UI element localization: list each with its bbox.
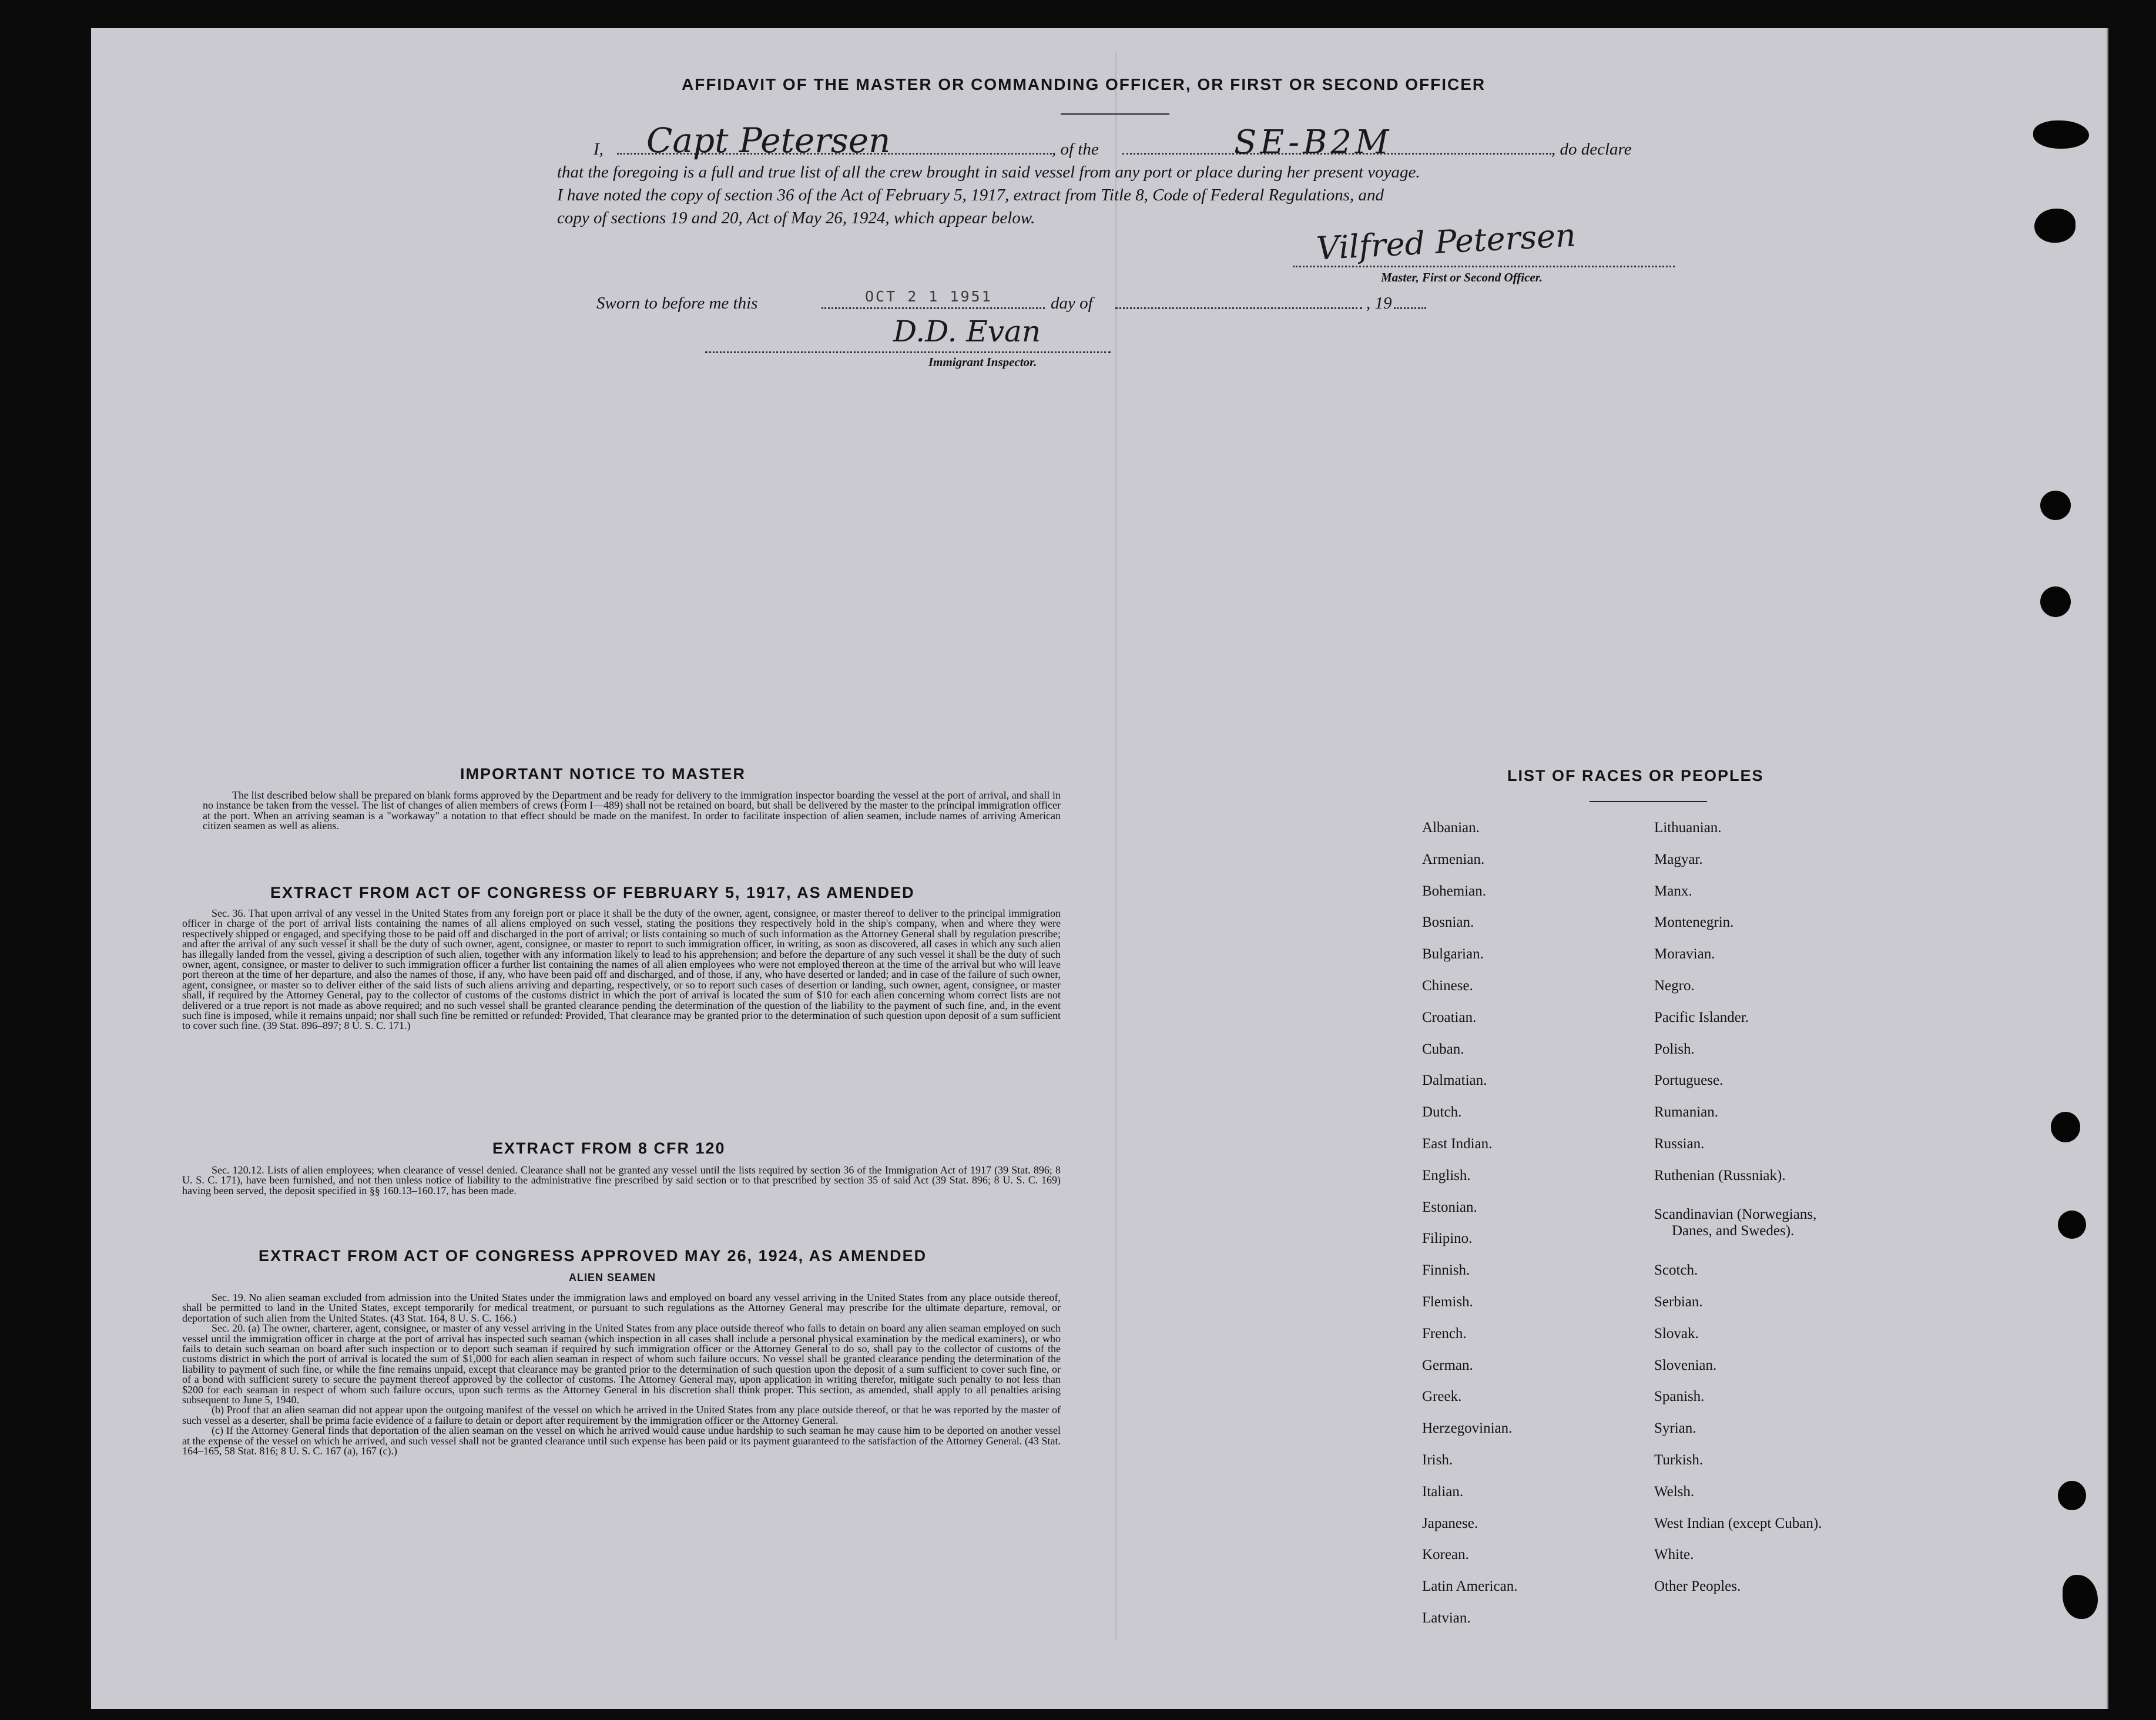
race-item: Negro. [1654,978,1695,994]
inspector-caption: Immigrant Inspector. [928,355,1037,369]
race-item: French. [1422,1325,1467,1342]
declaration-line-2: that the foregoing is a full and true list of all the crew brought in said vessel from any port or place during her present voyage. [557,163,1420,182]
race-item: Portuguese. [1654,1072,1724,1089]
vessel-handwritten: SE-B2M [1234,123,1393,162]
race-item: Slovenian. [1654,1357,1717,1373]
race-item: Italian. [1422,1483,1464,1500]
sworn-year: , 19 [1366,294,1392,313]
race-item: Russian. [1654,1136,1705,1152]
race-item: Moravian. [1654,946,1715,963]
race-item: Lithuanian. [1654,820,1722,836]
sworn-date-line [822,307,1045,309]
important-notice-heading: IMPORTANT NOTICE TO MASTER [460,765,746,783]
race-item: Bulgarian. [1422,946,1484,963]
sec-20a-paragraph: Sec. 20. (a) The owner, charterer, agent, consignee, or master of any vessel arriving in the United States from any place outside thereof who fails to detain on board any alien seaman employed on such vessel until the immigration officer in charge at the port of arrival has inspected such seaman (which inspection in all cases shall include a personal physical examination by the medical examiners), or who fails to detain such seaman on board after such inspection or to deport such seaman if required by such immigration officer or the Attorney General to do so, shall pay to the collector of customs of the customs district in which the port of arrival is located the sum of $1,000 for each alien seaman in respect of whom such failure occurs. No vessel shall be granted clearance pending the determination of the liability to payment of such fine, or while the fine remains unpaid, except that clearance may be granted prior to the determination of such question upon the deposit of a sum sufficient to cover such fine, or of a bond with sufficient surety to secure the payment thereof approved by the collector of customs. The Attorney General may, upon application in writing therefor, mitigate such penalty to not less than $200 for each seaman in respect of whom such failure occurs, upon such terms as the Attorney General in his discretion shall think proper. This section, as amended, shall apply to all penalties arising subsequent to June 5, 1940. [182,1322,1061,1406]
race-item: Serbian. [1654,1294,1703,1310]
race-item: Croatian. [1422,1009,1477,1025]
punch-hole [2034,209,2075,243]
race-item: Scotch. [1654,1262,1698,1279]
alien-seamen-subheading: ALIEN SEAMEN [569,1272,656,1283]
extract-1917-text [182,908,1061,1031]
extract-8cfr-text [182,1165,1061,1196]
extract-1924-text [182,1293,1061,1457]
declaration-line-4: copy of sections 19 and 20, Act of May 26, 1924, which appear below. [557,209,1035,227]
races-heading-underline [1590,801,1707,802]
sworn-year-line [1394,307,1426,309]
race-item: Chinese. [1422,978,1473,994]
punch-hole [2051,1112,2080,1142]
punch-hole [2040,491,2071,520]
race-item: Dalmatian. [1422,1072,1487,1089]
punch-hole [2033,120,2089,149]
race-item: Other Peoples. [1654,1578,1741,1595]
race-item: Turkish. [1654,1452,1704,1468]
race-item: Danes, and Swedes). [1672,1222,1795,1239]
race-item: English. [1422,1167,1471,1183]
race-item: Bohemian. [1422,883,1487,899]
important-notice-text [203,790,1061,831]
race-item: Irish. [1422,1452,1453,1468]
sec-20c-paragraph: (c) If the Attorney General finds that deportation of the alien seaman on the vessel on which he arrived would cause undue hardship to such seaman he may cause him to be deported on another vessel at the expense of the vessel on which he arrived, and such vessel shall not be granted clearance until such expense has been paid or its payment guaranteed to the satisfaction of the Attorney General. (43 Stat. 164–165, 58 Stat. 816; 8 U. S. C. 167 (a), 167 (c).) [182,1424,1061,1457]
title-underline [1061,113,1169,115]
declaration-i: I, [594,140,603,159]
race-item: Slovak. [1654,1325,1699,1342]
race-item: West Indian (except Cuban). [1654,1515,1822,1531]
sec-20b-paragraph: (b) Proof that an alien seaman did not appear upon the outgoing manifest of the vessel on which he arrived in the United States from any place outside thereof, or that he was reported by the master of such vessel as a deserter, shall be prima facie evidence of a failure to detain or deport after requirement by the immigration officer or the Attorney General. [182,1404,1061,1426]
master-name-handwritten: Capt Petersen [646,120,891,160]
race-item: Finnish. [1422,1262,1470,1279]
race-item: Latvian. [1422,1610,1471,1626]
sworn-label: Sworn to before me this [596,294,758,313]
affidavit-title: AFFIDAVIT OF THE MASTER OR COMMANDING OFFICER, OR FIRST OR SECOND OFFICER [682,75,1486,93]
race-item: Japanese. [1422,1515,1478,1531]
race-item: Ruthenian (Russniak). [1654,1167,1786,1183]
race-item: Dutch. [1422,1104,1462,1121]
sec-36-paragraph: Sec. 36. That upon arrival of any vessel in the United States from any foreign port or place it shall be the duty of the owner, agent, consignee, or master thereof to deliver to the principal immigration officer in charge of the port of arrival lists containing the names of all aliens employed on such vessel, stating the positions they respectively hold in the ship's company, when and where they were respectively shipped or engaged, and specifying those to be paid off and discharged in the port of arrival; or lists containing so much of such information as the Attorney General shall by regulation prescribe; and after the arrival of any such vessel it shall be the duty of such owner, agent, consignee, or master to report to such immigration officer, in writing, as soon as discovered, all cases in which any such alien has illegally landed from the vessel, giving a description of such alien, together with any information likely to lead to his apprehension; and before the departure of any such vessel it shall be the duty of such owner, agent, consignee, or master to deliver to such immigration officer a further list containing the names of all alien employees who were not employed thereon at the time of the arrival but who will leave port thereon at the time of her departure, and also the names of those, if any, who have been paid off and discharged, and of those, if any, who have deserted or landed; and in case of the failure of such owner, agent, consignee, or master so to deliver either of the said lists of such aliens arriving and departing, respectively, or so to report such cases of desertion or landing, such owner, agent, consignee, or master shall, if required by the Attorney General, pay to the collector of customs of the customs district in which the port of arrival is located the sum of $10 for each alien concerning whom correct lists are not delivered or a true report is not made as above required; and no such vessel shall be granted clearance pending the determination of the question of the liability to the payment of such fine, and, in the event such fine is imposed, while it remains unpaid; nor shall such fine be remitted or refunded: Provided, That clearance may be granted prior to the determination of such question upon deposit of a sum sufficient to cover such fine. (39 Stat. 896–897; 8 U. S. C. 171.) [182,907,1061,1032]
inspector-signature-line [705,351,1111,353]
race-item: Spanish. [1654,1389,1705,1405]
notice-paragraph: The list described below shall be prepared on blank forms approved by the Department and be ready for delivery to the immigration inspector boarding the vessel at the port of arrival, and shall in no instance be taken from the vessel. The list of changes of alien members of crews (Form I—489) shall not be retained on board, but shall be delivered by the master to the principal immigration officer at the port. When an arriving seaman is a "workaway" a notation to that effect should be made on the manifest. In order to facilitate inspection of alien seamen, include names of arriving American citizen seamen as well as aliens. [203,789,1061,832]
race-item: Syrian. [1654,1420,1696,1437]
sworn-month-line [1115,307,1362,309]
race-item: Estonian. [1422,1199,1477,1215]
race-item: Rumanian. [1654,1104,1719,1121]
race-item: Scandinavian (Norwegians, [1654,1206,1817,1222]
declaration-of-the: , of the [1052,140,1099,159]
race-item: Filipino. [1422,1231,1473,1247]
race-item: Greek. [1422,1389,1462,1405]
punch-hole [2058,1481,2086,1510]
master-signature-caption: Master, First or Second Officer. [1381,270,1543,284]
declaration-do-declare: , do declare [1551,140,1632,159]
race-item: Bosnian. [1422,914,1474,931]
race-item: East Indian. [1422,1136,1493,1152]
race-item: Pacific Islander. [1654,1009,1749,1025]
sworn-date-stamp: OCT 2 1 1951 [865,288,993,305]
race-item: Welsh. [1654,1483,1695,1500]
race-item: Korean. [1422,1547,1469,1563]
race-item: Magyar. [1654,851,1703,867]
inspector-signature: D.D. Evan [893,314,1041,348]
sec-120-12-paragraph: Sec. 120.12. Lists of alien employees; when clearance of vessel denied. Clearance shall not be granted any vessel until the lists required by section 36 of the Immigration Act of 1917 (39 Stat. 896; 8 U. S. C. 171), have been furnished, and not then unless notice of liability to the administrative fine prescribed by said section or to that prescribed by section 35 of said Act (39 Stat. 896; 8 U. S. C. 169) having been served, the deposit specified in §§ 160.13–160.17, has been made. [182,1164,1061,1196]
race-item: Flemish. [1422,1294,1473,1310]
race-item: German. [1422,1357,1473,1373]
signature-line [1293,266,1675,267]
race-item: Albanian. [1422,820,1480,836]
race-item: Latin American. [1422,1578,1518,1595]
punch-hole [2058,1211,2086,1239]
race-item: White. [1654,1547,1694,1563]
race-item: Cuban. [1422,1041,1464,1057]
races-heading: LIST OF RACES OR PEOPLES [1507,767,1764,784]
extract-1917-heading: EXTRACT FROM ACT OF CONGRESS OF FEBRUARY 5, 1917, AS AMENDED [270,884,915,901]
race-item: Montenegrin. [1654,914,1734,931]
race-item: Manx. [1654,883,1692,899]
extract-8cfr-heading: EXTRACT FROM 8 CFR 120 [492,1139,726,1157]
document-sheet [91,28,2108,1709]
race-item: Herzegovinian. [1422,1420,1513,1437]
sec-19-paragraph: Sec. 19. No alien seaman excluded from admission into the United States under the immigration laws and employed on board any vessel arriving in the United States from any place outside thereof, shall be permitted to land in the United States, except temporarily for medical treatment, or pursuant to such regulations as the Attorney General may prescribe for the ultimate departure, removal, or deportation of such alien from the United States. (43 Stat. 164, 8 U. S. C. 166.) [182,1292,1061,1324]
race-item: Polish. [1654,1041,1695,1057]
extract-1924-heading: EXTRACT FROM ACT OF CONGRESS APPROVED MAY 26, 1924, AS AMENDED [259,1247,927,1265]
sworn-day-of: day of [1051,294,1093,313]
race-item: Armenian. [1422,851,1485,867]
declaration-line-3: I have noted the copy of section 36 of the Act of February 5, 1917, extract from Title 8, Code of Federal Regulations, and [557,186,1384,204]
master-signature: Vilfred Petersen [1315,216,1577,267]
fold-line [1115,53,1116,1639]
punch-hole [2040,586,2071,617]
